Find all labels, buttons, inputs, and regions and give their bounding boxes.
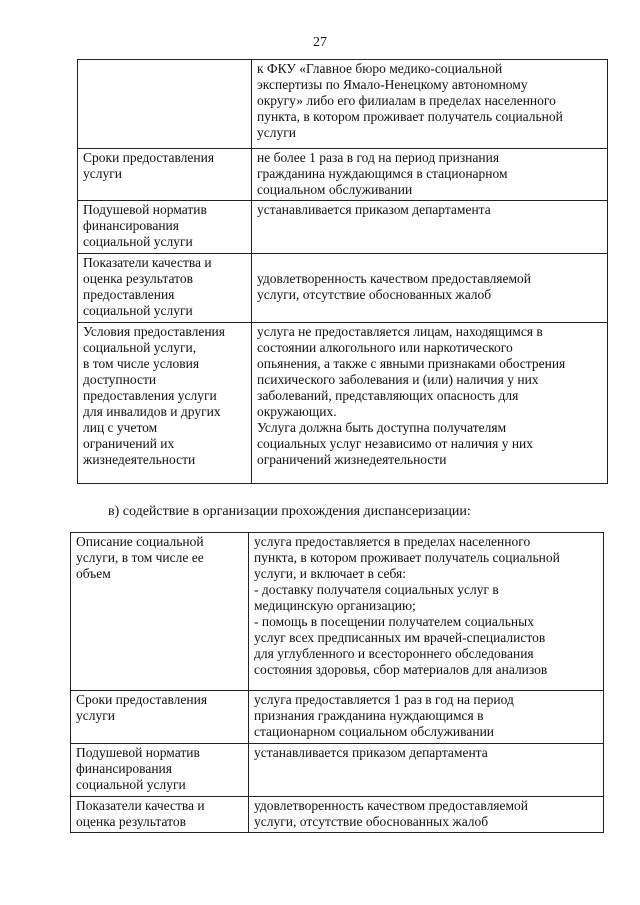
- table-row: [78, 254, 608, 323]
- row-label-cell: Описание социальной услуги, в том числе ее объем: [71, 533, 249, 691]
- table-row: [71, 691, 604, 744]
- row-value-cell: услуга предоставляется 1 раз в год на период признания гражданина нуждающимся в стационарном социальном обслуживании: [249, 691, 604, 744]
- page-number: 27: [313, 35, 327, 50]
- row-label-cell: Условия предоставления социальной услуги, в том числе условия доступности предоставления услуги для инвалидов и других лиц с учетом ограничений их жизнедеятельности: [78, 323, 252, 484]
- row-label-cell: [78, 60, 252, 149]
- section-heading: в) содействие в организации прохождения диспансеризации:: [108, 504, 471, 519]
- row-value-cell: услуга не предоставляется лицам, находящимся в состоянии алкогольного или наркотического опьянения, а также с явными признаками обострения психического заболевания и (или) наличия у них заболеваний, представляющих опасность для окружающих. Услуга должна быть доступна получателям социальных услуг независимо от наличия у них ограничений жизнедеятельности: [252, 323, 608, 484]
- row-value-cell: удовлетворенность качеством предоставляемой услуги, отсутствие обоснованных жалоб: [252, 254, 608, 323]
- row-label-cell: Сроки предоставления услуги: [78, 149, 252, 201]
- row-value-cell: услуга предоставляется в пределах населенного пункта, в котором проживает получатель социальной услуги, и включает в себя: - доставку получателя социальных услуг в медицинскую организацию; - помощь в посещении получателем социальных услуг всех предписанных им врачей-специалистов для углубленного и всестороннего обследования состояния здоровья, сбор материалов для анализов: [249, 533, 604, 691]
- row-value-cell: устанавливается приказом департамента: [252, 201, 608, 254]
- table-row: [78, 60, 608, 149]
- table-row: [78, 201, 608, 254]
- row-value-cell: не более 1 раза в год на период признания гражданина нуждающимся в стационарном социальном обслуживании: [252, 149, 608, 201]
- row-value-cell: удовлетворенность качеством предоставляемой услуги, отсутствие обоснованных жалоб: [249, 797, 604, 833]
- table-row: [78, 323, 608, 484]
- row-label-cell: Показатели качества и оценка результатов предоставления социальной услуги: [78, 254, 252, 323]
- table-row: [78, 149, 608, 201]
- table-row: [71, 533, 604, 691]
- row-label-cell: Подушевой норматив финансирования социальной услуги: [71, 744, 249, 797]
- dispensary-service-table: [70, 532, 604, 833]
- service-table-continued: [77, 59, 608, 484]
- table-row: [71, 797, 604, 833]
- row-value-cell: устанавливается приказом департамента: [249, 744, 604, 797]
- table-row: [71, 744, 604, 797]
- row-label-cell: Подушевой норматив финансирования социальной услуги: [78, 201, 252, 254]
- row-label-cell: Показатели качества и оценка результатов: [71, 797, 249, 833]
- row-label-cell: Сроки предоставления услуги: [71, 691, 249, 744]
- row-value-cell: к ФКУ «Главное бюро медико-социальной экспертизы по Ямало-Ненецкому автономному округу» либо его филиалам в пределах населенного пункта, в котором проживает получатель социальной услуги: [252, 60, 608, 149]
